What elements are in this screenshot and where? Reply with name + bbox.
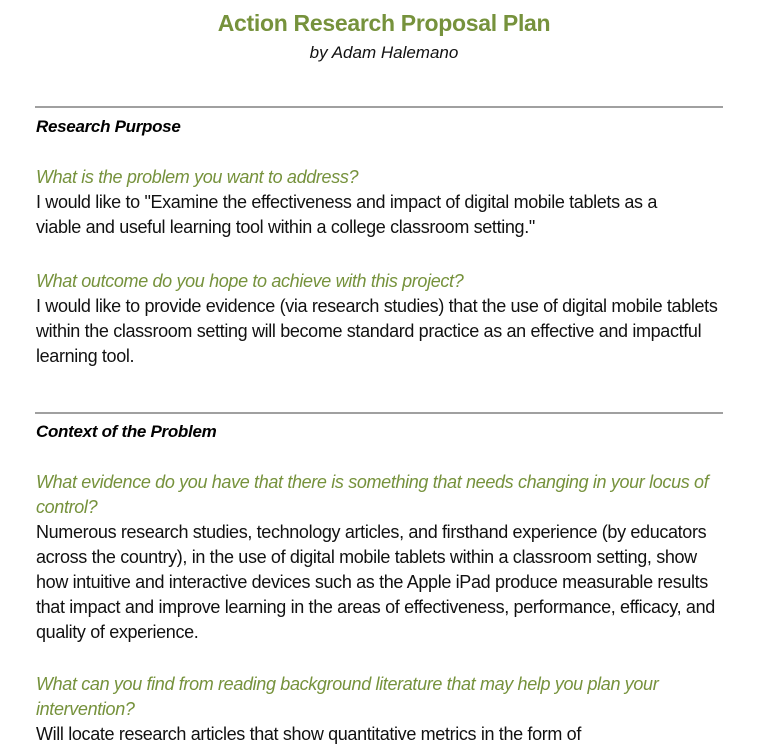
question-text: What evidence do you have that there is something that needs changing in your locus of control? (36, 472, 709, 517)
answer-text: I would like to "Examine the effectiveness and impact of digital mobile tablets as a viable and useful learning tool within a college classroom setting." (36, 192, 658, 237)
answer-text: Will locate research articles that show quantitative metrics in the form of (36, 724, 581, 744)
qa-block-literature (36, 672, 726, 747)
question-text: What can you find from reading background literature that may help you plan your intervention? (36, 674, 659, 719)
qa-block-problem (36, 165, 726, 240)
question-text: What is the problem you want to address? (36, 167, 359, 187)
answer-text: I would like to provide evidence (via research studies) that the use of digital mobile tablets within the classroom setting will become standard practice as an effective and impactful learning tool. (36, 296, 718, 366)
section-heading-context: Context of the Problem (36, 422, 217, 441)
section-divider (35, 106, 723, 108)
qa-block-outcome (36, 269, 726, 369)
answer-text: Numerous research studies, technology articles, and firsthand experience (by educators across the country), in the use of digital mobile tablets within a classroom setting, show how intuitive and interactive devices such as the Apple iPad produce measurable results that impact and improve learning in the areas of effectiveness, performance, efficacy, and quality of experience. (36, 522, 715, 642)
section-heading-research-purpose: Research Purpose (36, 117, 181, 136)
document-title: Action Research Proposal Plan (217, 10, 551, 36)
document-author: by Adam Halemano (309, 43, 459, 62)
question-text: What outcome do you hope to achieve with this project? (36, 271, 464, 291)
section-divider (35, 412, 723, 414)
qa-block-evidence (36, 470, 726, 645)
